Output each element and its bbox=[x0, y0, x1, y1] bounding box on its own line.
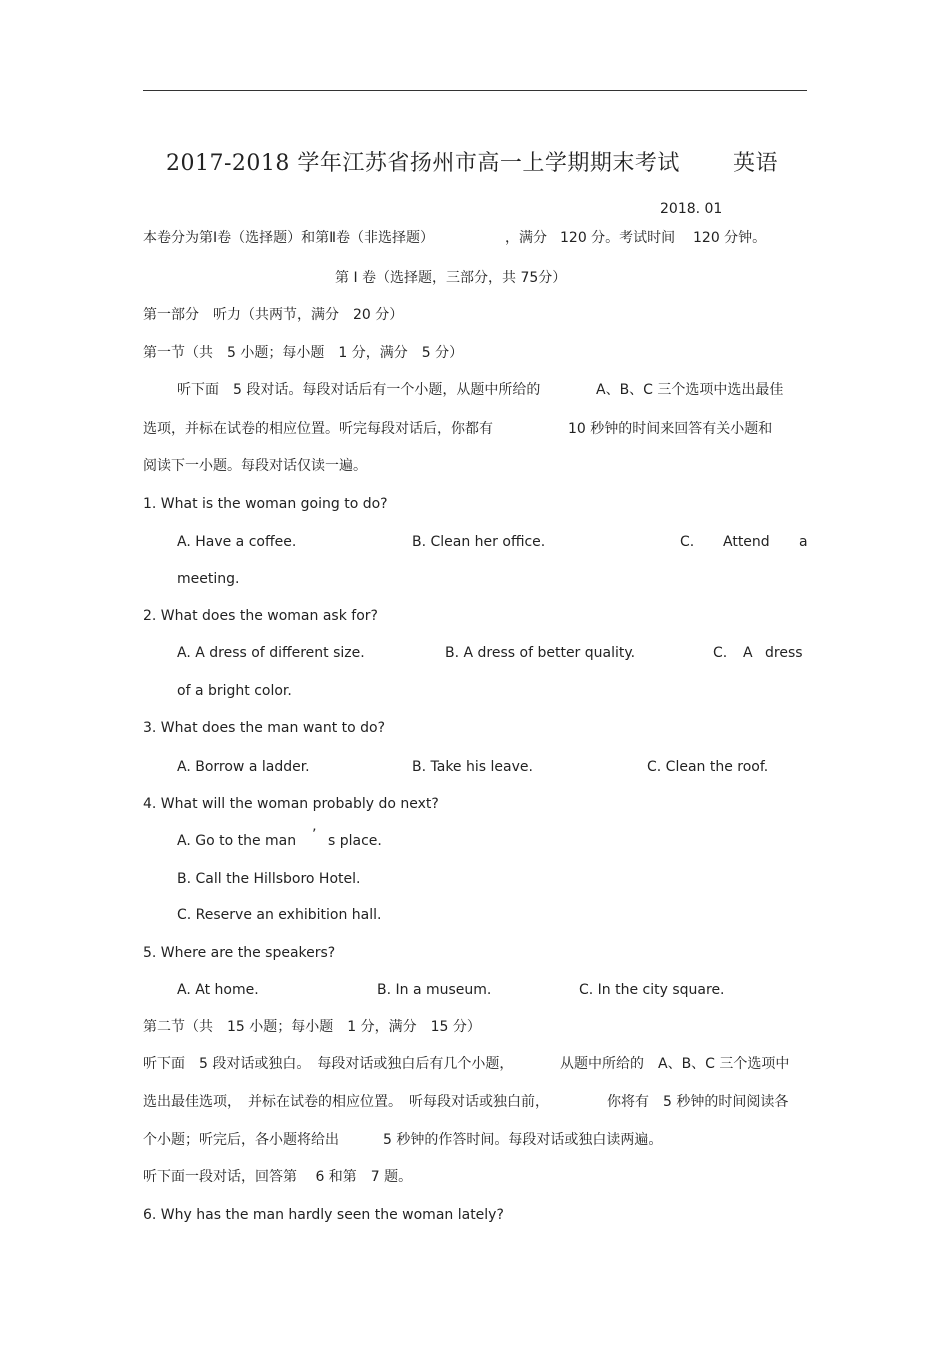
exam-title: 2017-2018 学年江苏省扬州市高一上学期期末考试 bbox=[166, 151, 680, 176]
question-4: 4. What will the woman probably do next? bbox=[143, 796, 439, 812]
question-3: 3. What does the man want to do? bbox=[143, 720, 386, 736]
intro-text-2: ，满分 bbox=[505, 230, 547, 246]
q4-option-a-apostrophe: ’ bbox=[312, 827, 317, 843]
q1-option-c-cont: meeting. bbox=[177, 571, 240, 587]
question-2: 2. What does the woman ask for? bbox=[143, 608, 378, 624]
q1-option-b: B. Clean her office. bbox=[412, 534, 546, 550]
question-5: 5. Where are the speakers? bbox=[143, 945, 336, 961]
header-rule bbox=[143, 90, 807, 91]
section2-line-2b: 你将有 5 秒钟的时间阅读各 bbox=[607, 1094, 789, 1110]
section2-heading: 第二节（共 15 小题；每小题 1 分，满分 15 分） bbox=[143, 1019, 481, 1035]
q3-option-a: A. Borrow a ladder. bbox=[177, 759, 310, 775]
q2-option-c-word1: A bbox=[743, 645, 753, 661]
q1-option-c-word2: a bbox=[799, 534, 808, 550]
q4-option-b: B. Call the Hillsboro Hotel. bbox=[177, 871, 361, 887]
exam-date: 2018. 01 bbox=[660, 201, 723, 217]
part1-heading: 第一部分 听力（共两节，满分 20 分） bbox=[143, 307, 404, 323]
q3-option-b: B. Take his leave. bbox=[412, 759, 533, 775]
q3-option-c: C. Clean the roof. bbox=[647, 759, 769, 775]
instructions-line-2a: 选项，并标在试卷的相应位置。听完每段对话后，你都有 bbox=[143, 421, 493, 437]
question-1: 1. What is the woman going to do? bbox=[143, 496, 388, 512]
q2-option-c-label: C. bbox=[713, 645, 728, 661]
section2-line-3a: 个小题；听完后，各小题将给出 bbox=[143, 1132, 339, 1148]
section2-line-2a: 选出最佳选项， 并标在试卷的相应位置。 听每段对话或独白前， bbox=[143, 1094, 549, 1110]
section2-line-4: 听下面一段对话，回答第 6 和第 7 题。 bbox=[143, 1169, 413, 1185]
instructions-line-1a: 听下面 5 段对话。每段对话后有一个小题，从题中所给的 bbox=[177, 382, 541, 398]
question-6: 6. Why has the man hardly seen the woman lately? bbox=[143, 1207, 504, 1223]
q1-option-c-label: C. bbox=[680, 534, 695, 550]
q1-option-c-word1: Attend bbox=[723, 534, 770, 550]
exam-subject: 英语 bbox=[733, 151, 779, 176]
instructions-line-3: 阅读下一小题。每段对话仅读一遍。 bbox=[143, 458, 367, 474]
instructions-line-1b: A、B、C 三个选项中选出最佳 bbox=[596, 382, 784, 398]
q2-option-c-cont: of a bright color. bbox=[177, 683, 292, 699]
q2-option-b: B. A dress of better quality. bbox=[445, 645, 636, 661]
section2-line-3b: 5 秒钟的作答时间。每段对话或独白读两遍。 bbox=[383, 1132, 663, 1148]
q2-option-a: A. A dress of different size. bbox=[177, 645, 365, 661]
instructions-line-2b: 10 秒钟的时间来回答有关小题和 bbox=[568, 421, 773, 437]
intro-text-3: 120 分。考试时间 bbox=[560, 230, 676, 246]
q4-option-c: C. Reserve an exhibition hall. bbox=[177, 907, 382, 923]
q5-option-c: C. In the city square. bbox=[579, 982, 725, 998]
section1-heading: 第一节（共 5 小题；每小题 1 分，满分 5 分） bbox=[143, 345, 464, 361]
q5-option-b: B. In a museum. bbox=[377, 982, 492, 998]
volume1-heading: 第 Ⅰ 卷（选择题，三部分，共 75分） bbox=[335, 270, 567, 286]
q5-option-a: A. At home. bbox=[177, 982, 259, 998]
q4-option-a-part1: A. Go to the man bbox=[177, 833, 297, 849]
q1-option-a: A. Have a coffee. bbox=[177, 534, 297, 550]
q2-option-c-word2: dress bbox=[765, 645, 803, 661]
intro-text-4: 120 分钟。 bbox=[693, 230, 767, 246]
intro-text-1: 本卷分为第Ⅰ卷（选择题）和第Ⅱ卷（非选择题） bbox=[143, 230, 435, 246]
section2-line-1b: 从题中所给的 A、B、C 三个选项中 bbox=[560, 1056, 790, 1072]
section2-line-1a: 听下面 5 段对话或独白。 每段对话或独白后有几个小题， bbox=[143, 1056, 514, 1072]
q4-option-a-part2: s place. bbox=[328, 833, 382, 849]
